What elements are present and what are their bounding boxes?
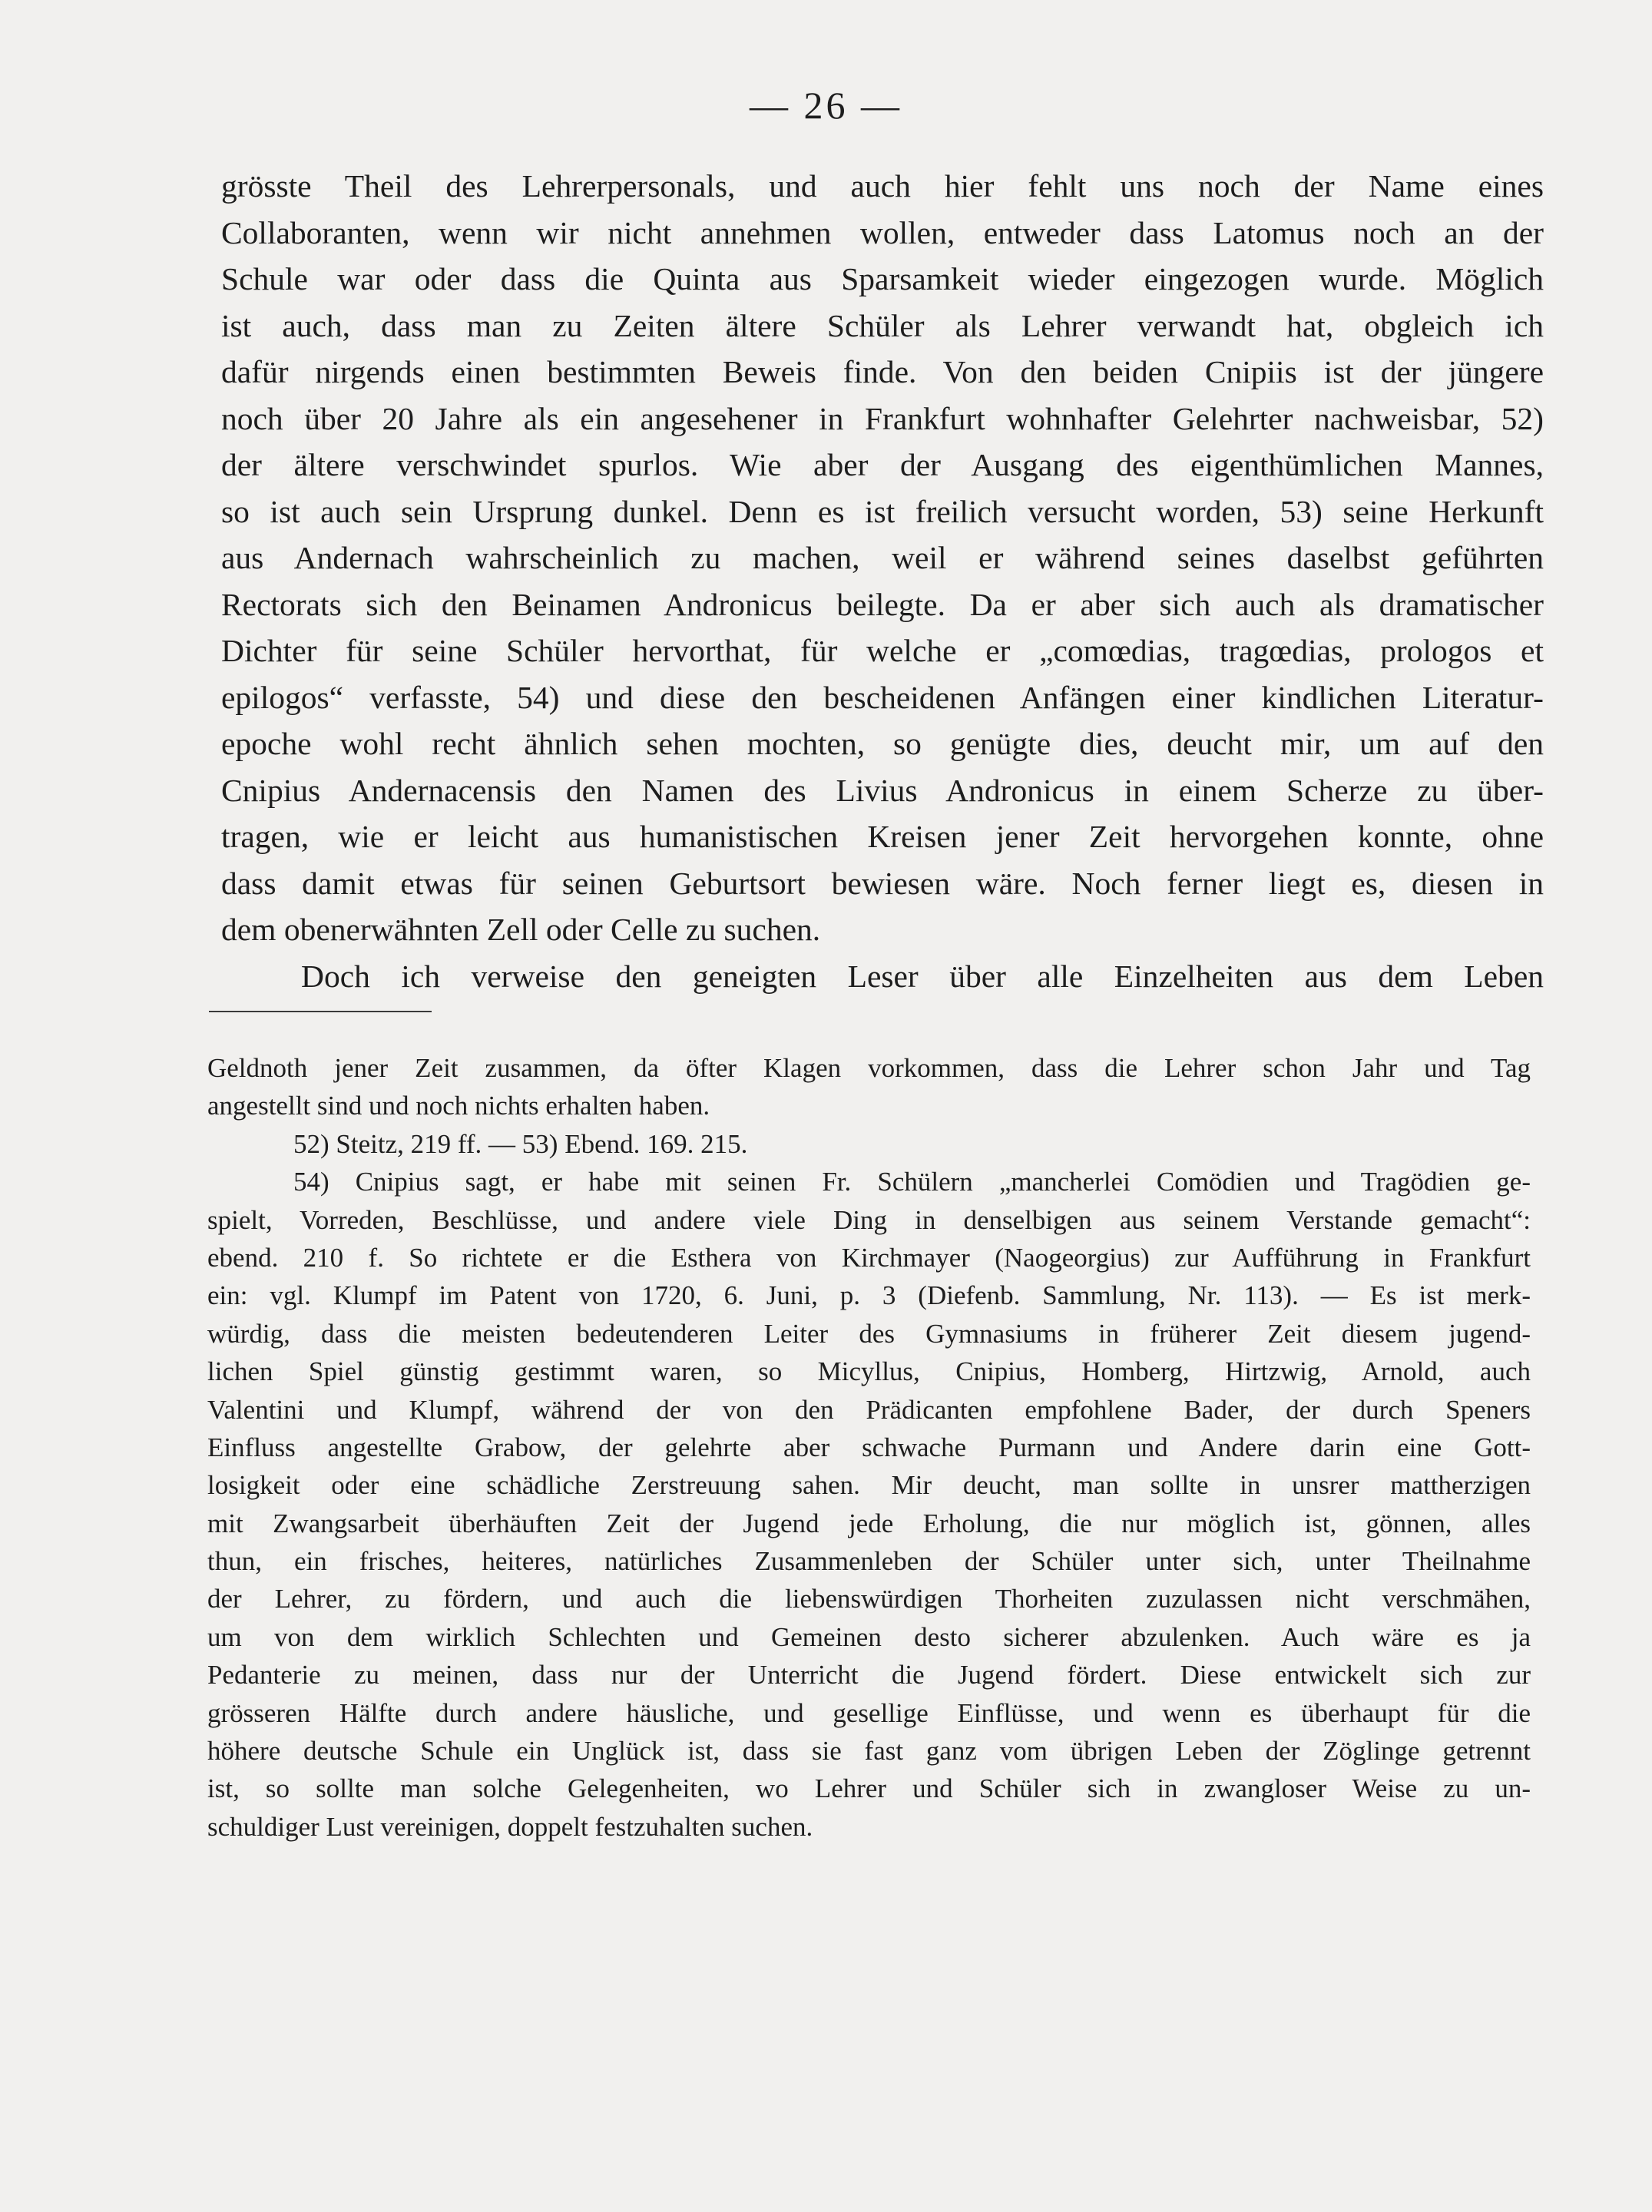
- footnote-line: lichen Spiel günstig gestimmt waren, so Micyllus, Cnipius, Homberg, Hirtzwig, Arnold, auch: [207, 1356, 1531, 1387]
- body-line: Dichter für seine Schüler hervorthat, für welche er „comœdias, tragœdias, prologos et: [221, 633, 1544, 668]
- body-line: dass damit etwas für seinen Geburtsort bewiesen wäre. Noch ferner liegt es, diesen in: [221, 865, 1544, 901]
- body-line: so ist auch sein Ursprung dunkel. Denn es ist freilich versucht worden, 53) seine Herkunft: [221, 493, 1544, 529]
- footnote-line: Einfluss angestellte Grabow, der gelehrte aber schwache Purmann und Andere darin eine Gott-: [207, 1432, 1531, 1462]
- footnote-line: Valentini und Klumpf, während der von den Prädicanten empfohlene Bader, der durch Speners: [207, 1394, 1531, 1425]
- body-line: epoche wohl recht ähnlich sehen mochten, so genügte dies, deucht mir, um auf den: [221, 726, 1544, 761]
- footnote-line: thun, ein frisches, heiteres, natürliches Zusammenleben der Schüler unter sich, unter Theilnahme: [207, 1546, 1531, 1577]
- footnote-line: Geldnoth jener Zeit zusammen, da öfter Klagen vorkommen, dass die Lehrer schon Jahr und Tag: [207, 1053, 1531, 1083]
- footnote-line: ebend. 210 f. So richtete er die Esthera von Kirchmayer (Naogeorgius) zur Aufführung in Frankfurt: [207, 1242, 1531, 1273]
- body-line: ist auch, dass man zu Zeiten ältere Schüler als Lehrer verwandt hat, obgleich ich: [221, 307, 1544, 343]
- main-body-text: [221, 163, 1544, 999]
- body-line: noch über 20 Jahre als ein angesehener in Frankfurt wohnhafter Gelehrter nachweisbar, 52): [221, 400, 1544, 436]
- footnote-line: spielt, Vorreden, Beschlüsse, und andere viele Ding in denselbigen aus seinem Verstande gemacht“:: [207, 1204, 1531, 1235]
- footnote-line: grösseren Hälfte durch andere häusliche, und gesellige Einflüsse, und wenn es überhaupt für die: [207, 1697, 1531, 1728]
- footnote-line: losigkeit oder eine schädliche Zerstreuung sahen. Mir deucht, man sollte in unsrer mattherzigen: [207, 1470, 1531, 1501]
- footnote-line: würdig, dass die meisten bedeutenderen Leiter des Gymnasiums in früherer Zeit diesem jugend-: [207, 1318, 1531, 1349]
- footnote-line: angestellt sind und noch nichts erhalten haben.: [207, 1091, 710, 1121]
- page-number: — 26 —: [750, 84, 902, 127]
- body-line: epilogos“ verfasste, 54) und diese den bescheidenen Anfängen einer kindlichen Literatur-: [221, 679, 1544, 715]
- body-line: dem obenerwähnten Zell oder Celle zu suchen.: [221, 912, 821, 947]
- footnote-line: schuldiger Lust vereinigen, doppelt festzuhalten suchen.: [207, 1811, 813, 1842]
- footnote-54: 54) Cnipius sagt, er habe mit seinen Fr. Schülern „mancherlei Comödien und Tragödien ge-: [293, 1167, 1531, 1197]
- body-line: tragen, wie er leicht aus humanistischen Kreisen jener Zeit hervorgehen konnte, ohne: [221, 819, 1544, 854]
- footnote-line: höhere deutsche Schule ein Unglück ist, dass sie fast ganz vom übrigen Leben der Zöglinge getrennt: [207, 1736, 1531, 1767]
- body-line: aus Andernach wahrscheinlich zu machen, weil er während seines daselbst geführten: [221, 540, 1544, 575]
- footnote-52-53: 52) Steitz, 219 ff. — 53) Ebend. 169. 215.: [293, 1128, 748, 1159]
- footnotes: [207, 1049, 1531, 1846]
- footnote-line: ein: vgl. Klumpf im Patent von 1720, 6. Juni, p. 3 (Diefenb. Sammlung, Nr. 113). — Es ist merk-: [207, 1280, 1531, 1311]
- footnote-divider: [209, 1011, 432, 1012]
- body-line: Rectorats sich den Beinamen Andronicus beilegte. Da er aber sich auch als dramatischer: [221, 586, 1544, 622]
- footnote-line: Pedanterie zu meinen, dass nur der Unterricht die Jugend fördert. Diese entwickelt sich zur: [207, 1660, 1531, 1690]
- body-line: der ältere verschwindet spurlos. Wie aber der Ausgang des eigenthümlichen Mannes,: [221, 447, 1544, 482]
- footnote-line: der Lehrer, zu fördern, und auch die liebenswürdigen Thorheiten zuzulassen nicht verschmähen,: [207, 1584, 1531, 1614]
- footnote-line: um von dem wirklich Schlechten und Gemeinen desto sicherer abzulenken. Auch wäre es ja: [207, 1621, 1531, 1652]
- body-line: grösste Theil des Lehrerpersonals, und auch hier fehlt uns noch der Name eines: [221, 168, 1544, 204]
- body-line: Schule war oder dass die Quinta aus Sparsamkeit wieder eingezogen wurde. Möglich: [221, 261, 1544, 296]
- body-line-paragraph-start: Doch ich verweise den geneigten Leser über alle Einzelheiten aus dem Leben: [301, 958, 1544, 994]
- body-line: Collaboranten, wenn wir nicht annehmen wollen, entweder dass Latomus noch an der: [221, 214, 1544, 250]
- footnote-line: mit Zwangsarbeit überhäuften Zeit der Jugend jede Erholung, die nur möglich ist, gönnen, alles: [207, 1508, 1531, 1538]
- footnote-line: ist, so sollte man solche Gelegenheiten, wo Lehrer und Schüler sich in zwangloser Weise zu un-: [207, 1773, 1531, 1804]
- body-line: dafür nirgends einen bestimmten Beweis finde. Von den beiden Cnipiis ist der jüngere: [221, 354, 1544, 389]
- body-line: Cnipius Andernacensis den Namen des Livius Andronicus in einem Scherze zu über-: [221, 772, 1544, 808]
